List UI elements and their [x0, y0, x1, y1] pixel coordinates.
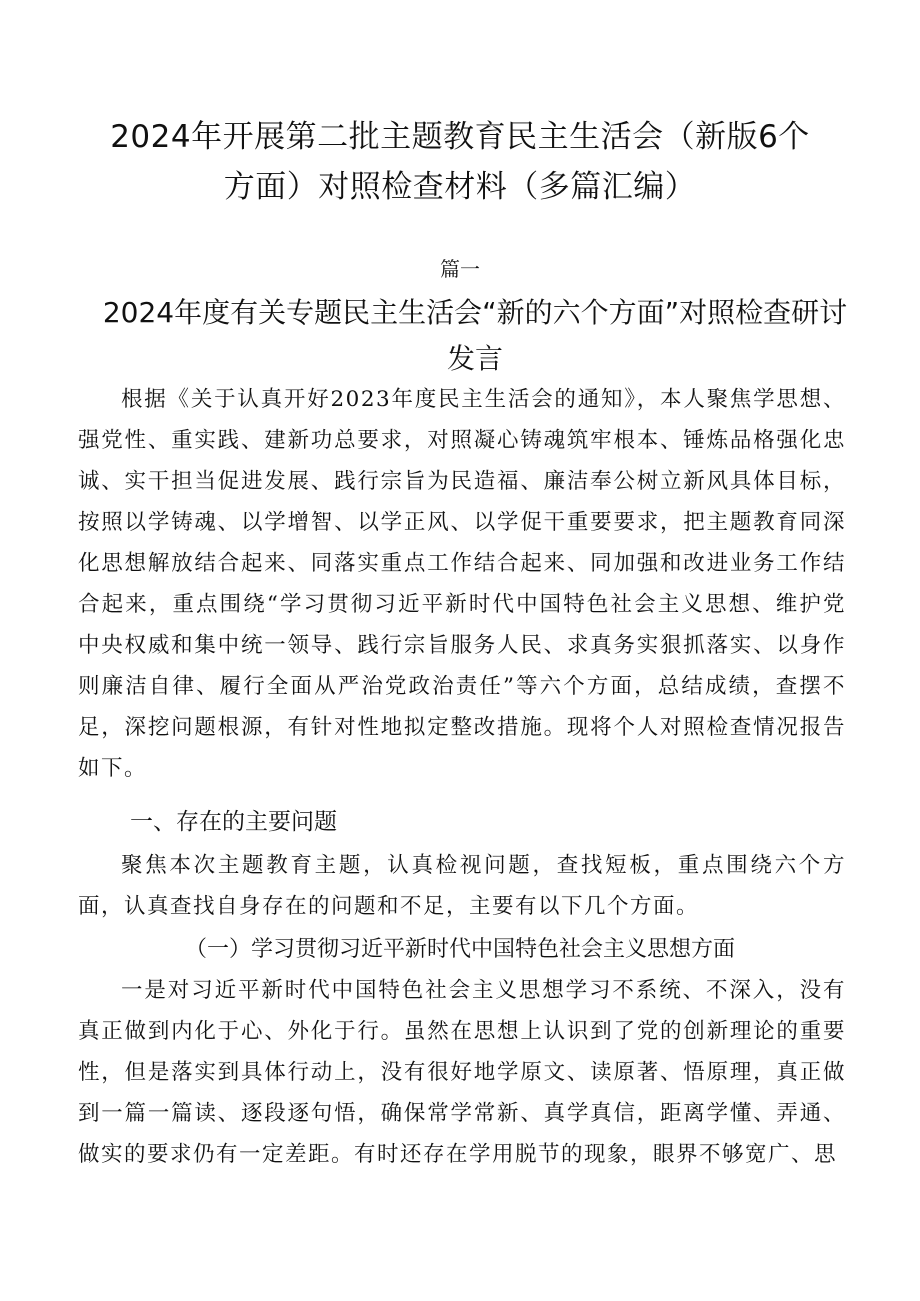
document-title: 2024年开展第二批主题教育民主生活会（新版6个方面）对照检查材料（多篇汇编）	[110, 119, 810, 205]
article-title: 2024年度有关专题民主生活会“新的六个方面”对照检查研讨发言	[102, 296, 848, 375]
section-heading: 一、存在的主要问题	[130, 809, 337, 835]
section-intro-paragraph: 聚焦本次主题教育主题，认真检视问题，查找短板，重点围绕六个方面，认真查找自身存在的问题和不足，主要有以下几个方面。	[78, 853, 846, 919]
section-label: 篇一	[440, 257, 480, 281]
subsection-paragraph: 一是对习近平新时代中国特色社会主义思想学习不系统、不深入，没有真正做到内化于心、外化于行。虽然在思想上认识到了党的创新理论的重要性，但是落实到具体行动上，没有很好地学原文、读原著、悟原理，真正做到一篇一篇读、逐段逐句悟，确保常学常新、真学真信，距离学懂、弄通、做实的要求仍有一定差距。有时还存在学用脱节的现象，眼界不够宽广、思	[78, 978, 846, 1167]
intro-paragraph: 根据《关于认真开好2023年度民主生活会的通知》，本人聚焦学思想、强党性、重实践、建新功总要求，对照凝心铸魂筑牢根本、锤炼品格强化忠诚、实干担当促进发展、践行宗旨为民造福、廉洁奉公树立新风具体目标，按照以学铸魂、以学增智、以学正风、以学促干重要要求，把主题教育同深化思想解放结合起来、同落实重点工作结合起来、同加强和改进业务工作结合起来，重点围绕“学习贯彻习近平新时代中国特色社会主义思想、维护党中央权威和集中统一领导、践行宗旨服务人民、求真务实狠抓落实、以身作则廉洁自律、履行全面从严治党政治责任”等六个方面，总结成绩，查摆不足，深挖问题根源，有针对性地拟定整改措施。现将个人对照检查情况报告如下。	[78, 387, 846, 781]
subsection-heading: （一）学习贯彻习近平新时代中国特色社会主义思想方面	[184, 937, 735, 962]
